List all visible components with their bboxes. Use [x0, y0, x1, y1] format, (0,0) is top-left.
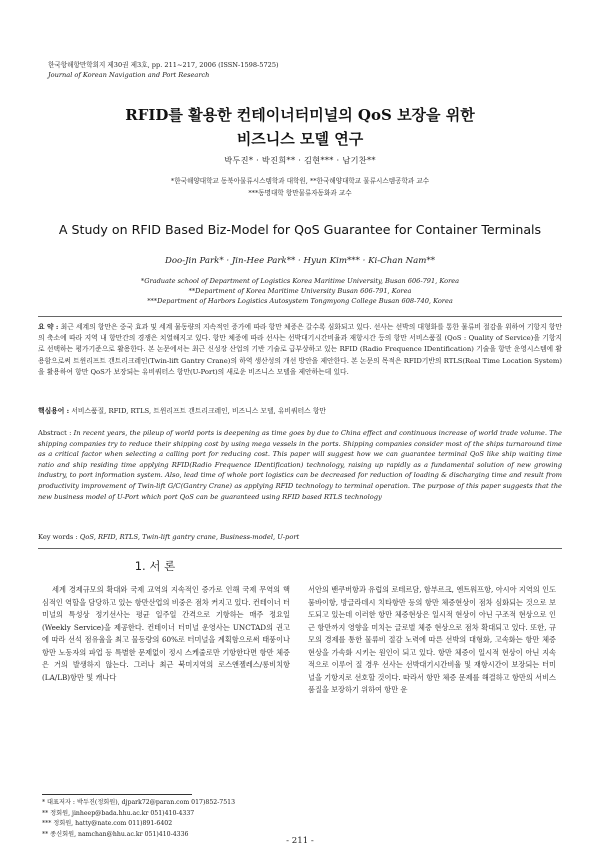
- korean-affiliation-2: ***동명대학 항만물류자동화과 교수: [248, 189, 352, 197]
- body-left-column: 세계 경제규모의 확대와 국제 교역의 지속적인 증가로 인해 국제 무역의 핵심적인 역할을 담당하고 있는 항만산업의 비중은 점차 커지고 있다. 컨테이너 터미널의 특성상 정기선사는 평균 일주일 간격으로 기항하는 매주 정요일(Weekly Service)을 제공한다. 컨테이너 터미널 운영사는 UNCTAD의 권고에 따라 선석 점유율을 최고 물동량의 60%로 터미널을 계획함으로써 태풍이나 항만 노동자의 파업 등 특별한 문제없이 정시 스케줄로만 기항한다면 항만 체증은 거의 발생하지 않는다. 그러나 최근 북미지역의 로스앤젤레스/롱비치항(LA/LB)항만 및 캐나다: [42, 585, 290, 682]
- journal-name: Journal of Korean Navigation and Port Research: [48, 71, 210, 79]
- korean-title-line-1: RFID를 활용한 컨테이너터미널의 QoS 보장을 위한: [125, 106, 475, 124]
- english-keywords-text: QoS, RFID, RTLS, Twin-lift gantry crane, Business-model, U-port: [79, 533, 300, 541]
- english-abstract-text: In recent years, the pileup of world ports is deepening as time goes by due to China effect and continuous increase of world trade volume. The shipping companies try to reduce their shipping cost by using mega vessels in the ports. Shipping companies consider most of the ships turnaround time as a critical factor when selecting a calling port for reducing cost. This paper will suggest how we can guarantee terminal QoS like ship waiting time ratio and ship residing time applying RFID(Radio Frequence IDentification) technology, raising up rapidly as a fundamental solution of new growing industry, to port information system. Also, lead time of whole port logistics can be decreased for reduction of loading & discharging time and result from productivity improvement of Twin-lift G/C(Gantry Crane) as applying RFID technology to terminal operation. The purpose of this paper suggests that the new business model of U-Port which port QoS can be guaranteed using RFID based RTLS technology: [38, 429, 562, 501]
- english-authors: Doo-Jin Park* · Jin-Hee Park** · Hyun Kim*** · Ki-Chan Nam**: [164, 256, 436, 266]
- page-number: - 211 -: [286, 836, 314, 846]
- section-heading: 1. 서 론: [134, 559, 176, 573]
- korean-abstract: [38, 322, 562, 378]
- english-affiliation-3: ***Department of Harbors Logistics Autosystem Tongmyong College Busan 608-740, Korea: [147, 297, 453, 305]
- journal-citation: 한국항해항만학회지 제30권 제3호, pp. 211~217, 2006 (ISSN-1598-5725): [48, 61, 279, 69]
- footnotes: [42, 798, 235, 840]
- bottom-rule: [38, 548, 562, 549]
- korean-keywords: [38, 406, 562, 417]
- korean-authors: 박두진* · 박진희** · 김현*** · 남기찬**: [224, 155, 376, 165]
- korean-abstract-text: 최근 세계의 항만은 중국 효과 및 세계 물동량의 지속적인 증가에 따라 항만 체증은 갈수록 심화되고 있다. 선사는 선박의 대형화를 통한 물류비 절감을 위하여 기항지 항만의 축소에 따라 지역 내 항만간의 경쟁은 치열해지고 있다. 항만 체증에 따라 선사는 선박대기시간비율과 재항시간 등의 항만 서비스품질 (QoS : Quality of Service)을 기항지로 선택하는 평가기준으로 활용한다. 본 논문에서는 최근 신성장 산업의 기반 기술로 급부상하고 있는 RFID (Radio Frequence IDentification) 기술을 항만 운영시스템에 활용함으로써 트윈리프트 갠트리크레인(Twin-lift Gantry Crane)의 하역 생산성의 개선 방안을 제안한다. 본 논문의 목적은 RFID기반의 RTLS(Real Time Location System)을 활용하여 항만 QoS가 보장되는 유비쿼터스 항만(U-Port)의 새로운 비즈니스 모델을 제안하는데 있다.: [38, 323, 562, 376]
- top-rule: [38, 316, 562, 317]
- english-abstract: [38, 428, 562, 502]
- footnote-1: * 대표저자 : 박두진(정회원), djpark72@paran.com 017)852-7513: [42, 799, 236, 806]
- footnote-4: ** 종신회원, namchan@hhu.ac.kr 051)410-4336: [42, 830, 189, 838]
- korean-affiliation-1: *한국해양대학교 동북아물류시스템학과 대학원, **한국해양대학교 물류시스템공학과 교수: [170, 177, 430, 185]
- english-affiliation-1: *Graduate school of Department of Logistics Korea Maritime University, Busan 606-791, Korea: [140, 277, 460, 285]
- english-keywords-label: Key words :: [38, 533, 78, 541]
- english-abstract-label: Abstract :: [38, 429, 72, 437]
- body-right-column: 서안의 밴쿠버항과 유럽의 로테르담, 함부르크, 엔트워프항, 아시아 지역의 인도 뭄바이항, 방글라데시 치타항만 등의 항만 체증현상이 점차 심화되는 것으로 보도되고 있는데 이러한 항만 체증현상은 일시적 현상이 아닌 구조적 현상으로 인근 항만까지 영향을 미치는 글로벌 체증 현상으로 점차 확대되고 있다. 또한, 규모의 경제를 통한 물류비 절감 노력에 따른 선박의 대형화, 고속화는 항만 체증 현상을 가속화 시키는 원인이 되고 있다. 항만 체증이 일시적 현상이 아닌 지속적으로 이루어 질 경우 선사는 선박대기시간비율 및 재항시간이 보장되는 터미널을 기항지로 선호할 것이다. 따라서 항만 체증 문제를 해결하고 항만의 서비스 품질을 보장하기 위하여 항만 운: [308, 585, 556, 694]
- footnote-2: ** 정회원, jinheep@bada.hhu.ac.kr 051)410-4337: [42, 809, 195, 817]
- journal-header: [48, 60, 279, 80]
- footnote-rule: [42, 794, 192, 795]
- korean-title-line-2: 비즈니스 모델 연구: [236, 130, 364, 148]
- korean-abstract-label: 요 약 :: [38, 323, 59, 331]
- english-affiliation-2: **Department of Korea Maritime University Busan 606-791, Korea: [188, 287, 412, 295]
- footnote-3: *** 정회원, hatty@nate.com 011)891-6402: [42, 820, 173, 827]
- korean-keywords-text: 서비스품질, RFID, RTLS, 트윈리프트 갠트리크레인, 비즈니스 모델, 유비쿼터스 항만: [71, 407, 326, 415]
- english-title: A Study on RFID Based Biz-Model for QoS Guarantee for Container Terminals: [58, 222, 542, 237]
- korean-keywords-label: 핵심용어 :: [38, 407, 70, 415]
- english-keywords: [38, 532, 562, 543]
